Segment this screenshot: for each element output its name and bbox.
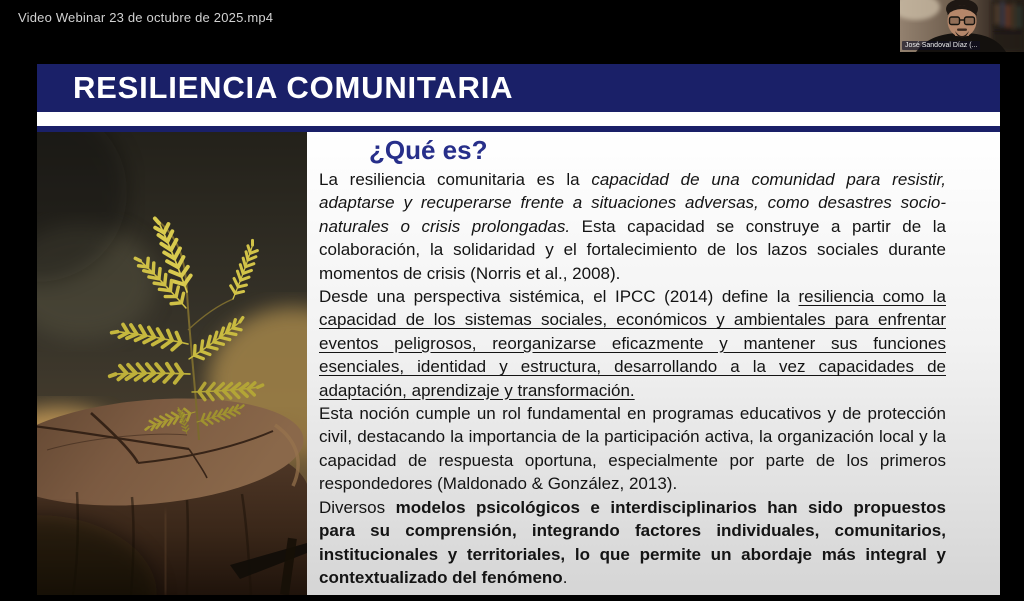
slide-text-column <box>307 132 1000 595</box>
paragraph-segment: modelos psicológicos e interdisciplinarios han sido propuestos para su comprensión, integrando factores individuales, comunitarios, institucionales y territoriales, lo que permite un abordaje más integral y contextualizado del fenómeno <box>319 497 946 587</box>
paragraph-segment: . <box>562 567 568 587</box>
paragraph-segment: resiliencia como la capacidad de los sistemas sociales, económicos y ambientales para enfrentar eventos peligrosos, reorganizarse eficazmente y mantener sus funciones esenciales, identidad y estructura, desarrollando a la vez capacidades de adaptación, aprendizaje y transformación. <box>319 287 946 400</box>
player-top-bar <box>0 0 1024 64</box>
participant-name-badge: José Sandoval Díaz (... <box>902 41 980 50</box>
slide-paragraph <box>319 496 946 590</box>
paragraph-segment: Desde una perspectiva sistémica, el IPCC (2014) define la <box>319 287 799 307</box>
section-heading: ¿Qué es? <box>369 135 488 165</box>
slide <box>37 64 1000 595</box>
paragraph-segment: Diversos <box>319 497 396 517</box>
slide-paragraph <box>319 285 946 402</box>
paragraph-segment: Esta noción cumple un rol fundamental en programas educativos y de protección civil, destacando la importancia de la participación activa, la organización local y la capacidad de respuesta oportuna, especialmente por parte de los primeros respondedores (Maldonado & González, 2013). <box>319 404 946 494</box>
paragraph-segment: La resiliencia comunitaria es la <box>319 170 592 189</box>
slide-title: RESILIENCIA COMUNITARIA <box>73 70 514 105</box>
slide-paragraphs <box>319 168 946 589</box>
slide-body <box>37 132 1000 595</box>
webcam-thumbnail[interactable] <box>900 0 1024 52</box>
slide-paragraph <box>319 402 946 496</box>
paragraph-segment: capacidad de una comunidad para resistir, adaptarse y recuperarse frente a situaciones adversas, como desastres socio-naturales o crisis prolongadas. <box>319 170 946 236</box>
paragraph-segment: Esta capacidad se construye a partir de la colaboración, la solidaridad y el fortalecimiento de los lazos sociales durante momentos de crisis (Norris et al., 2008). <box>319 216 946 283</box>
video-title: Video Webinar 23 de octubre de 2025.mp4 <box>18 10 274 25</box>
slide-paragraph <box>319 168 946 285</box>
slide-title-bar <box>37 64 1000 112</box>
plant-stump-photo <box>37 132 307 595</box>
